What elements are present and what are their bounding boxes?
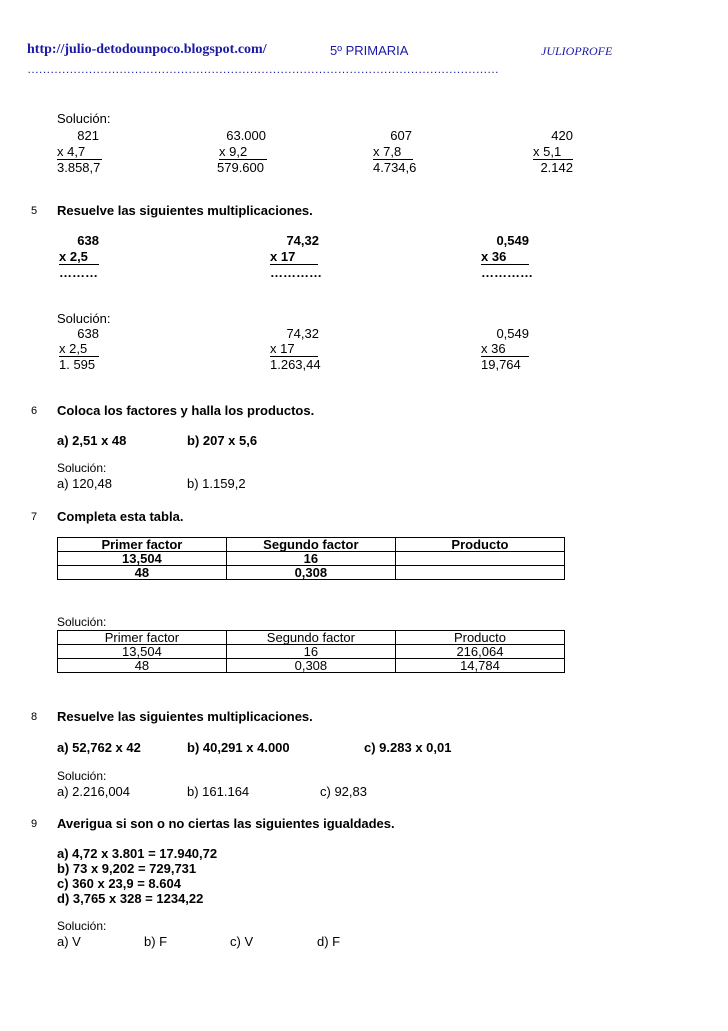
table-cell: 48: [58, 566, 227, 580]
factor-2: x 5,1: [533, 144, 573, 160]
product: 2.142: [540, 160, 573, 175]
factor-2: x 4,7: [57, 144, 102, 160]
exercise-table: [57, 537, 565, 580]
grade-label: 5º PRIMARIA: [330, 43, 409, 58]
solution-label-4: Solución:: [57, 111, 111, 126]
factor-1: 74,32: [286, 233, 319, 248]
header-cell: Producto: [395, 631, 564, 645]
item-8b: b) 40,291 x 4.000: [187, 740, 290, 755]
factor-1: 0,549: [496, 233, 529, 248]
item-6a: a) 2,51 x 48: [57, 433, 127, 448]
exercise-title-5: Resuelve las siguientes multiplicaciones.: [57, 203, 313, 218]
exercise-title-7: Completa esta tabla.: [57, 509, 184, 524]
solution-label-8: Solución:: [57, 769, 107, 783]
factor-1: 0,549: [496, 326, 529, 341]
answer-8b: b) 161.164: [187, 784, 250, 799]
factor-2: x 9,2: [219, 144, 267, 160]
product-blank: ………: [59, 265, 98, 280]
table-cell: 0,308: [226, 566, 395, 580]
product: 19,764: [481, 357, 521, 372]
factor-1: 63.000: [226, 128, 266, 143]
table-cell: 13,504: [58, 552, 227, 566]
table-cell-empty[interactable]: [395, 552, 564, 566]
solution-label-5: Solución:: [57, 311, 111, 326]
blog-url[interactable]: http://julio-detodounpoco.blogspot.com/: [27, 42, 267, 57]
solution-label-7: Solución:: [57, 615, 107, 629]
factor-1: 74,32: [286, 326, 319, 341]
exercise-title-8: Resuelve las siguientes multiplicaciones.: [57, 709, 313, 724]
answer-6a: a) 120,48: [57, 476, 112, 491]
factor-1: 420: [551, 128, 573, 143]
header-divider: ……………………………………………………………………………………………………………: [27, 62, 499, 76]
table-cell: 14,784: [395, 659, 564, 673]
exercise-title-9: Averigua si son o no ciertas las siguientes igualdades.: [57, 816, 395, 831]
table-cell: 48: [58, 659, 227, 673]
exercise-number-9: 9: [31, 818, 38, 830]
table-row: [58, 566, 565, 580]
exercise-number-8: 8: [31, 711, 38, 723]
factor-1: 821: [77, 128, 99, 143]
item-6b: b) 207 x 5,6: [187, 433, 258, 448]
exercise-number-7: 7: [31, 511, 38, 523]
factor-2: x 7,8: [373, 144, 413, 160]
exercise-title-6: Coloca los factores y halla los productos.: [57, 403, 315, 418]
table-cell: 16: [226, 552, 395, 566]
solution-label-9: Solución:: [57, 919, 107, 933]
exercise-number-5: 5: [31, 205, 38, 217]
answer-9c: c) V: [230, 934, 254, 949]
table-row: [58, 659, 565, 673]
table-cell: 13,504: [58, 645, 227, 659]
answer-9a: a) V: [57, 934, 81, 949]
header-cell: Primer factor: [58, 631, 227, 645]
answer-9b: b) F: [144, 934, 168, 949]
exercise-number-6: 6: [31, 405, 38, 417]
header-cell: Segundo factor: [226, 631, 395, 645]
answer-8a: a) 2.216,004: [57, 784, 131, 799]
item-8c: c) 9.283 x 0,01: [364, 740, 452, 755]
header-cell: Producto: [395, 538, 564, 552]
table-row: [58, 645, 565, 659]
product: 1. 595: [59, 357, 96, 372]
table-header-row: [58, 538, 565, 552]
solution-label-6: Solución:: [57, 461, 107, 475]
factor-2: x 36: [481, 341, 529, 357]
answer-6b: b) 1.159,2: [187, 476, 246, 491]
header-cell: Segundo factor: [226, 538, 395, 552]
factor-2: x 2,5: [59, 249, 99, 265]
factor-1: 638: [77, 233, 99, 248]
product: 3.858,7: [57, 160, 101, 175]
product-blank: …………: [481, 265, 533, 280]
item-9a: a) 4,72 x 3.801 = 17.940,72: [57, 846, 218, 861]
factor-2: x 2,5: [59, 341, 99, 357]
item-8a: a) 52,762 x 42: [57, 740, 141, 755]
product-blank: …………: [270, 265, 322, 280]
factor-2: x 36: [481, 249, 529, 265]
answer-8c: c) 92,83: [320, 784, 367, 799]
solution-table: [57, 630, 565, 673]
table-cell: 16: [226, 645, 395, 659]
product: 4.734,6: [373, 160, 417, 175]
table-row: [58, 552, 565, 566]
item-9b: b) 73 x 9,202 = 729,731: [57, 861, 197, 876]
table-cell-empty[interactable]: [395, 566, 564, 580]
factor-2: x 17: [270, 249, 318, 265]
product: 1.263,44: [270, 357, 321, 372]
table-cell: 0,308: [226, 659, 395, 673]
product: 579.600: [217, 160, 264, 175]
factor-2: x 17: [270, 341, 318, 357]
author-label: JULIOPROFE: [541, 44, 613, 58]
header-cell: Primer factor: [58, 538, 227, 552]
table-header-row: [58, 631, 565, 645]
factor-1: 607: [390, 128, 412, 143]
answer-9d: d) F: [317, 934, 341, 949]
item-9c: c) 360 x 23,9 = 8.604: [57, 876, 181, 891]
factor-1: 638: [77, 326, 99, 341]
table-cell: 216,064: [395, 645, 564, 659]
item-9d: d) 3,765 x 328 = 1234,22: [57, 891, 204, 906]
